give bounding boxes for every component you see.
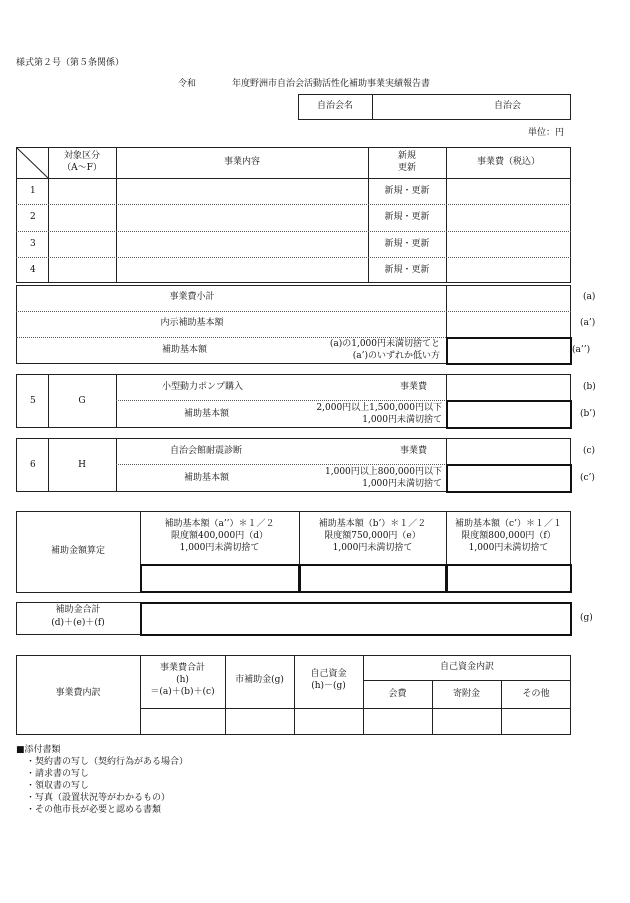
breakdown-self-1: 自己資金 xyxy=(310,669,347,679)
breakdown-donation: 寄附金 xyxy=(452,689,480,699)
calc-e-box[interactable] xyxy=(299,564,447,593)
section-g-note-2: 1,000円未満切捨て xyxy=(362,415,442,425)
attachment-item: ・その他市長が必要と認める書類 xyxy=(26,805,162,815)
row-2-no: 2 xyxy=(30,212,36,222)
unit-label: 単位：円 xyxy=(527,128,564,138)
calc-col1-l2: 限度額400,000円（d） xyxy=(171,531,268,541)
calc-col1-l1: 補助基本額（a’’）＊１／２ xyxy=(164,519,275,529)
subtotal-label: 事業費小計 xyxy=(169,292,215,302)
form-number: 様式第２号（第５条関係） xyxy=(16,58,125,68)
section-h-cat: H xyxy=(78,460,86,470)
header-new-2: 更新 xyxy=(397,163,416,173)
corner-diagonal xyxy=(16,147,48,178)
header-new-1: 新規 xyxy=(397,151,416,161)
row-2-type[interactable]: 新規・更新 xyxy=(384,212,430,222)
row-1-no: 1 xyxy=(30,186,36,196)
section-h-no: 6 xyxy=(30,460,36,470)
mark-b: (b) xyxy=(583,382,596,392)
breakdown-self-2: (h)－(g) xyxy=(311,681,346,691)
section-g-cost-label: 事業費 xyxy=(400,382,428,392)
assoc-suffix: 自治会 xyxy=(494,101,522,111)
calc-d-box[interactable] xyxy=(140,564,300,593)
header-cost: 事業費（税込） xyxy=(476,157,540,167)
base-note-2: (a’)のいずれか低い方 xyxy=(352,351,440,361)
title-era: 令和 xyxy=(178,79,197,89)
assoc-name-label: 自治会名 xyxy=(316,101,353,111)
total-label-2: (d)＋(e)＋(f) xyxy=(51,618,105,628)
breakdown-other: その他 xyxy=(522,689,550,699)
section-h-note-2: 1,000円未満切捨て xyxy=(362,479,442,489)
calc-col2-l2: 限度額750,000円（e） xyxy=(324,531,421,541)
calc-label: 補助金額算定 xyxy=(50,546,105,556)
attachment-item: ・写真（設置状況等がわかるもの） xyxy=(26,793,171,803)
mark-a-double: (a’’) xyxy=(572,345,591,355)
row-3-no: 3 xyxy=(30,239,36,249)
calc-f-box[interactable] xyxy=(446,564,572,593)
section-g-base-label: 補助基本額 xyxy=(184,409,230,419)
total-label-1: 補助金合計 xyxy=(55,605,101,615)
row-4-no: 4 xyxy=(30,265,36,275)
row-1-type[interactable]: 新規・更新 xyxy=(384,186,430,196)
mark-g: (g) xyxy=(580,613,593,623)
calc-col3-l1: 補助基本額（c’）＊１／１ xyxy=(455,519,562,529)
naiji-label: 内示補助基本額 xyxy=(160,318,224,328)
calc-col1-l3: 1,000円未満切捨て xyxy=(179,543,260,553)
row-4-type[interactable]: 新規・更新 xyxy=(384,265,430,275)
header-category: 対象区分 xyxy=(63,151,100,161)
section-g-no: 5 xyxy=(30,396,36,406)
base-note-1: (a)の1,000円未満切捨てと xyxy=(329,339,440,349)
page-title: 年度野洲市自治会活動活性化補助事業実績報告書 xyxy=(232,79,431,89)
header-category-sub: （A～F） xyxy=(62,163,102,173)
calc-col2-l1: 補助基本額（b’）＊１／２ xyxy=(318,519,427,529)
section-h-item: 自治会館耐震診断 xyxy=(170,446,243,456)
breakdown-sum-2: (h) xyxy=(176,675,189,685)
calc-col2-l3: 1,000円未満切捨て xyxy=(332,543,413,553)
attachment-item: ・契約書の写し（契約行為がある場合） xyxy=(26,757,189,767)
header-content: 事業内容 xyxy=(223,157,260,167)
section-g-base-box[interactable] xyxy=(446,400,572,429)
breakdown-sum-1: 事業費合計 xyxy=(159,663,205,673)
attachments-heading: ■添付書類 xyxy=(16,745,61,755)
mark-c-prime: (c’) xyxy=(580,473,595,483)
breakdown-label: 事業費内訳 xyxy=(55,688,101,698)
section-g-note-1: 2,000円以上1,500,000円以下 xyxy=(316,403,442,413)
base-amount-box[interactable] xyxy=(446,337,572,365)
attachment-item: ・請求書の写し xyxy=(26,769,90,779)
section-h-base-label: 補助基本額 xyxy=(184,473,230,483)
base-label: 補助基本額 xyxy=(162,345,208,355)
breakdown-fee: 会費 xyxy=(388,689,407,699)
mark-a-prime: (a’) xyxy=(580,318,596,328)
row-3-type[interactable]: 新規・更新 xyxy=(384,239,430,249)
mark-c: (c) xyxy=(583,446,596,456)
breakdown-sum-3: ＝(a)＋(b)＋(c) xyxy=(150,687,215,697)
calc-col3-l3: 1,000円未満切捨て xyxy=(468,543,549,553)
total-amount-box[interactable] xyxy=(140,602,572,636)
section-h-cost-label: 事業費 xyxy=(400,446,428,456)
assoc-name-input[interactable] xyxy=(374,96,494,118)
section-g-item: 小型動力ポンプ購入 xyxy=(162,382,244,392)
section-h-note-1: 1,000円以上800,000円以下 xyxy=(325,467,442,477)
section-g-cat: G xyxy=(78,396,86,406)
section-h-base-box[interactable] xyxy=(446,464,572,493)
breakdown-city: 市補助金(g) xyxy=(235,675,284,685)
mark-a: (a) xyxy=(583,292,596,302)
breakdown-self-breakdown: 自己資金内訳 xyxy=(439,662,494,672)
calc-col3-l2: 限度額800,000円（f） xyxy=(461,531,556,541)
attachment-item: ・領収書の写し xyxy=(26,781,90,791)
mark-b-prime: (b’) xyxy=(580,409,596,419)
